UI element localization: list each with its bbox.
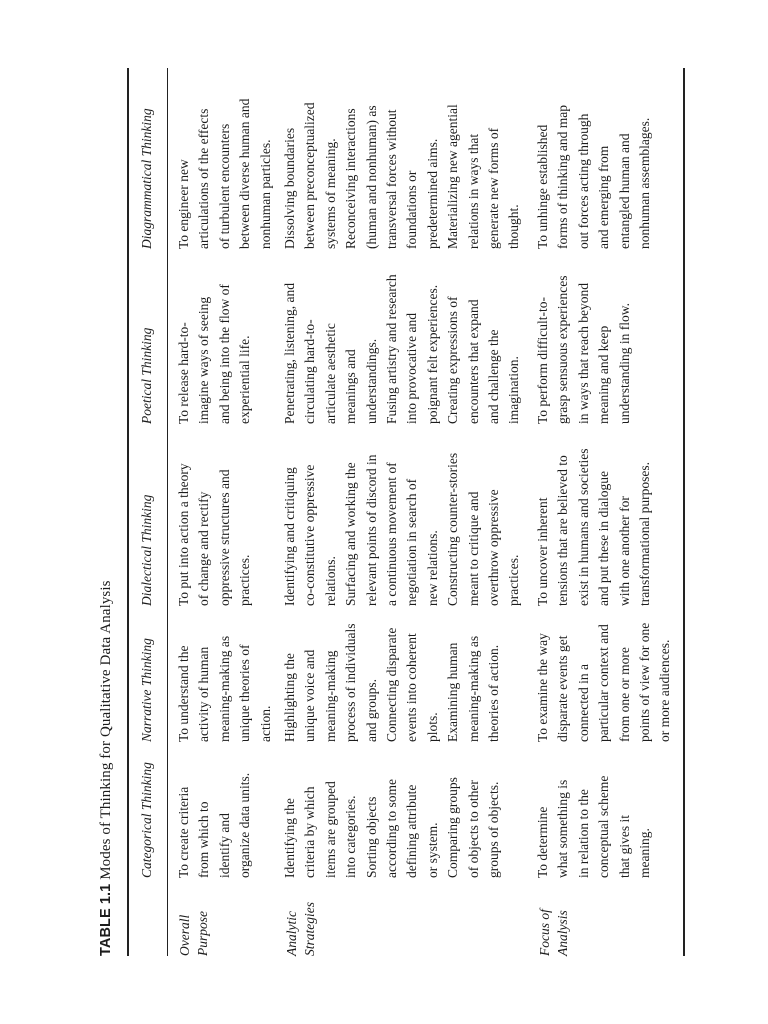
- table-cell: To release hard-to- imagine ways of seeing and being into the flow of experiential life.: [176, 284, 253, 424]
- table-cell: Identifying and critiquing co-constitutive oppressive relations. Surfacing and working the relevant points of discord in a continuous movement of negotiation in search of new relations. Constructing counter-stories meant to critique and overthrow oppressive practices.: [282, 452, 522, 606]
- row-header-overall-purpose: Overall Purpose: [177, 911, 210, 956]
- top-rule: [127, 68, 129, 956]
- table-cell: To perform difficult-to- grasp sensuous experiences in ways that reach beyond meaning and keep understanding in flow.: [535, 275, 632, 424]
- table-caption: [98, 580, 115, 956]
- table-label: TABLE 1.1: [98, 883, 114, 956]
- row-header-focus-of-analysis: Focus of Analysis: [537, 909, 570, 956]
- column-header-diagrammatical: Diagrammatical Thinking: [139, 108, 154, 249]
- table-title: Modes of Thinking for Qualitative Data Analysis: [98, 580, 114, 880]
- table-cell: Penetrating, listening, and circulating hard-to- articulate aesthetic meanings and understandings. Fusing artistry and research into provocative and poignant felt experiences. Creating expressions of encounters that expand and challenge the imagination.: [282, 274, 522, 424]
- column-header-narrative: Narrative Thinking: [139, 638, 154, 742]
- table-cell: To engineer new articulations of the effects of turbulent encounters between diverse human and nonhuman particles.: [176, 98, 273, 249]
- table-cell: To examine the way disparate events get connected in a particular context and from one or more points of view for one or more audiences.: [535, 622, 673, 742]
- table-cell: Dissolving boundaries between preconceptualized systems of meaning. Reconceiving interactions (human and nonhuman) as transversal forces without foundations or predetermined aims. Materializing new agential relations in ways that generate new forms of thought.: [282, 102, 522, 249]
- table-cell: Identifying the criteria by which items are grouped into categories. Sorting objects according to some defining attribute or system. Comparing groups of objects to other groups of objects.: [282, 777, 502, 878]
- row-header-analytic-strategies: Analytic Strategies: [284, 902, 317, 956]
- table-cell: To uncover inherent tensions that are believed to exist in humans and societies and put these in dialogue with one another for transformational purposes.: [535, 448, 653, 606]
- header-rule: [167, 68, 168, 956]
- column-header-categorical: Categorical Thinking: [139, 762, 154, 878]
- column-header-poetical: Poetical Thinking: [139, 327, 154, 424]
- table-cell: To understand the activity of human meaning-making as unique theories of action.: [176, 635, 273, 742]
- column-header-dialectical: Dialectical Thinking: [139, 494, 154, 606]
- table-cell: Highlighting the unique voice and meaning-making process of individuals and groups. Connecting disparate events into coherent plots. Examining human meaning-making as theories of action.: [282, 623, 502, 742]
- bottom-rule: [683, 68, 685, 956]
- table-cell: To unhinge established forms of thinking and map out forces acting through and emerging from entangled human and nonhuman assemblages.: [535, 105, 653, 249]
- table-cell: To put into action a theory of change and rectify oppressive structures and practices.: [176, 463, 253, 606]
- table-cell: To create criteria from which to identify and organize data units.: [176, 772, 253, 878]
- table-cell: To determine what something is in relation to the conceptual scheme that gives it meaning.: [535, 775, 653, 878]
